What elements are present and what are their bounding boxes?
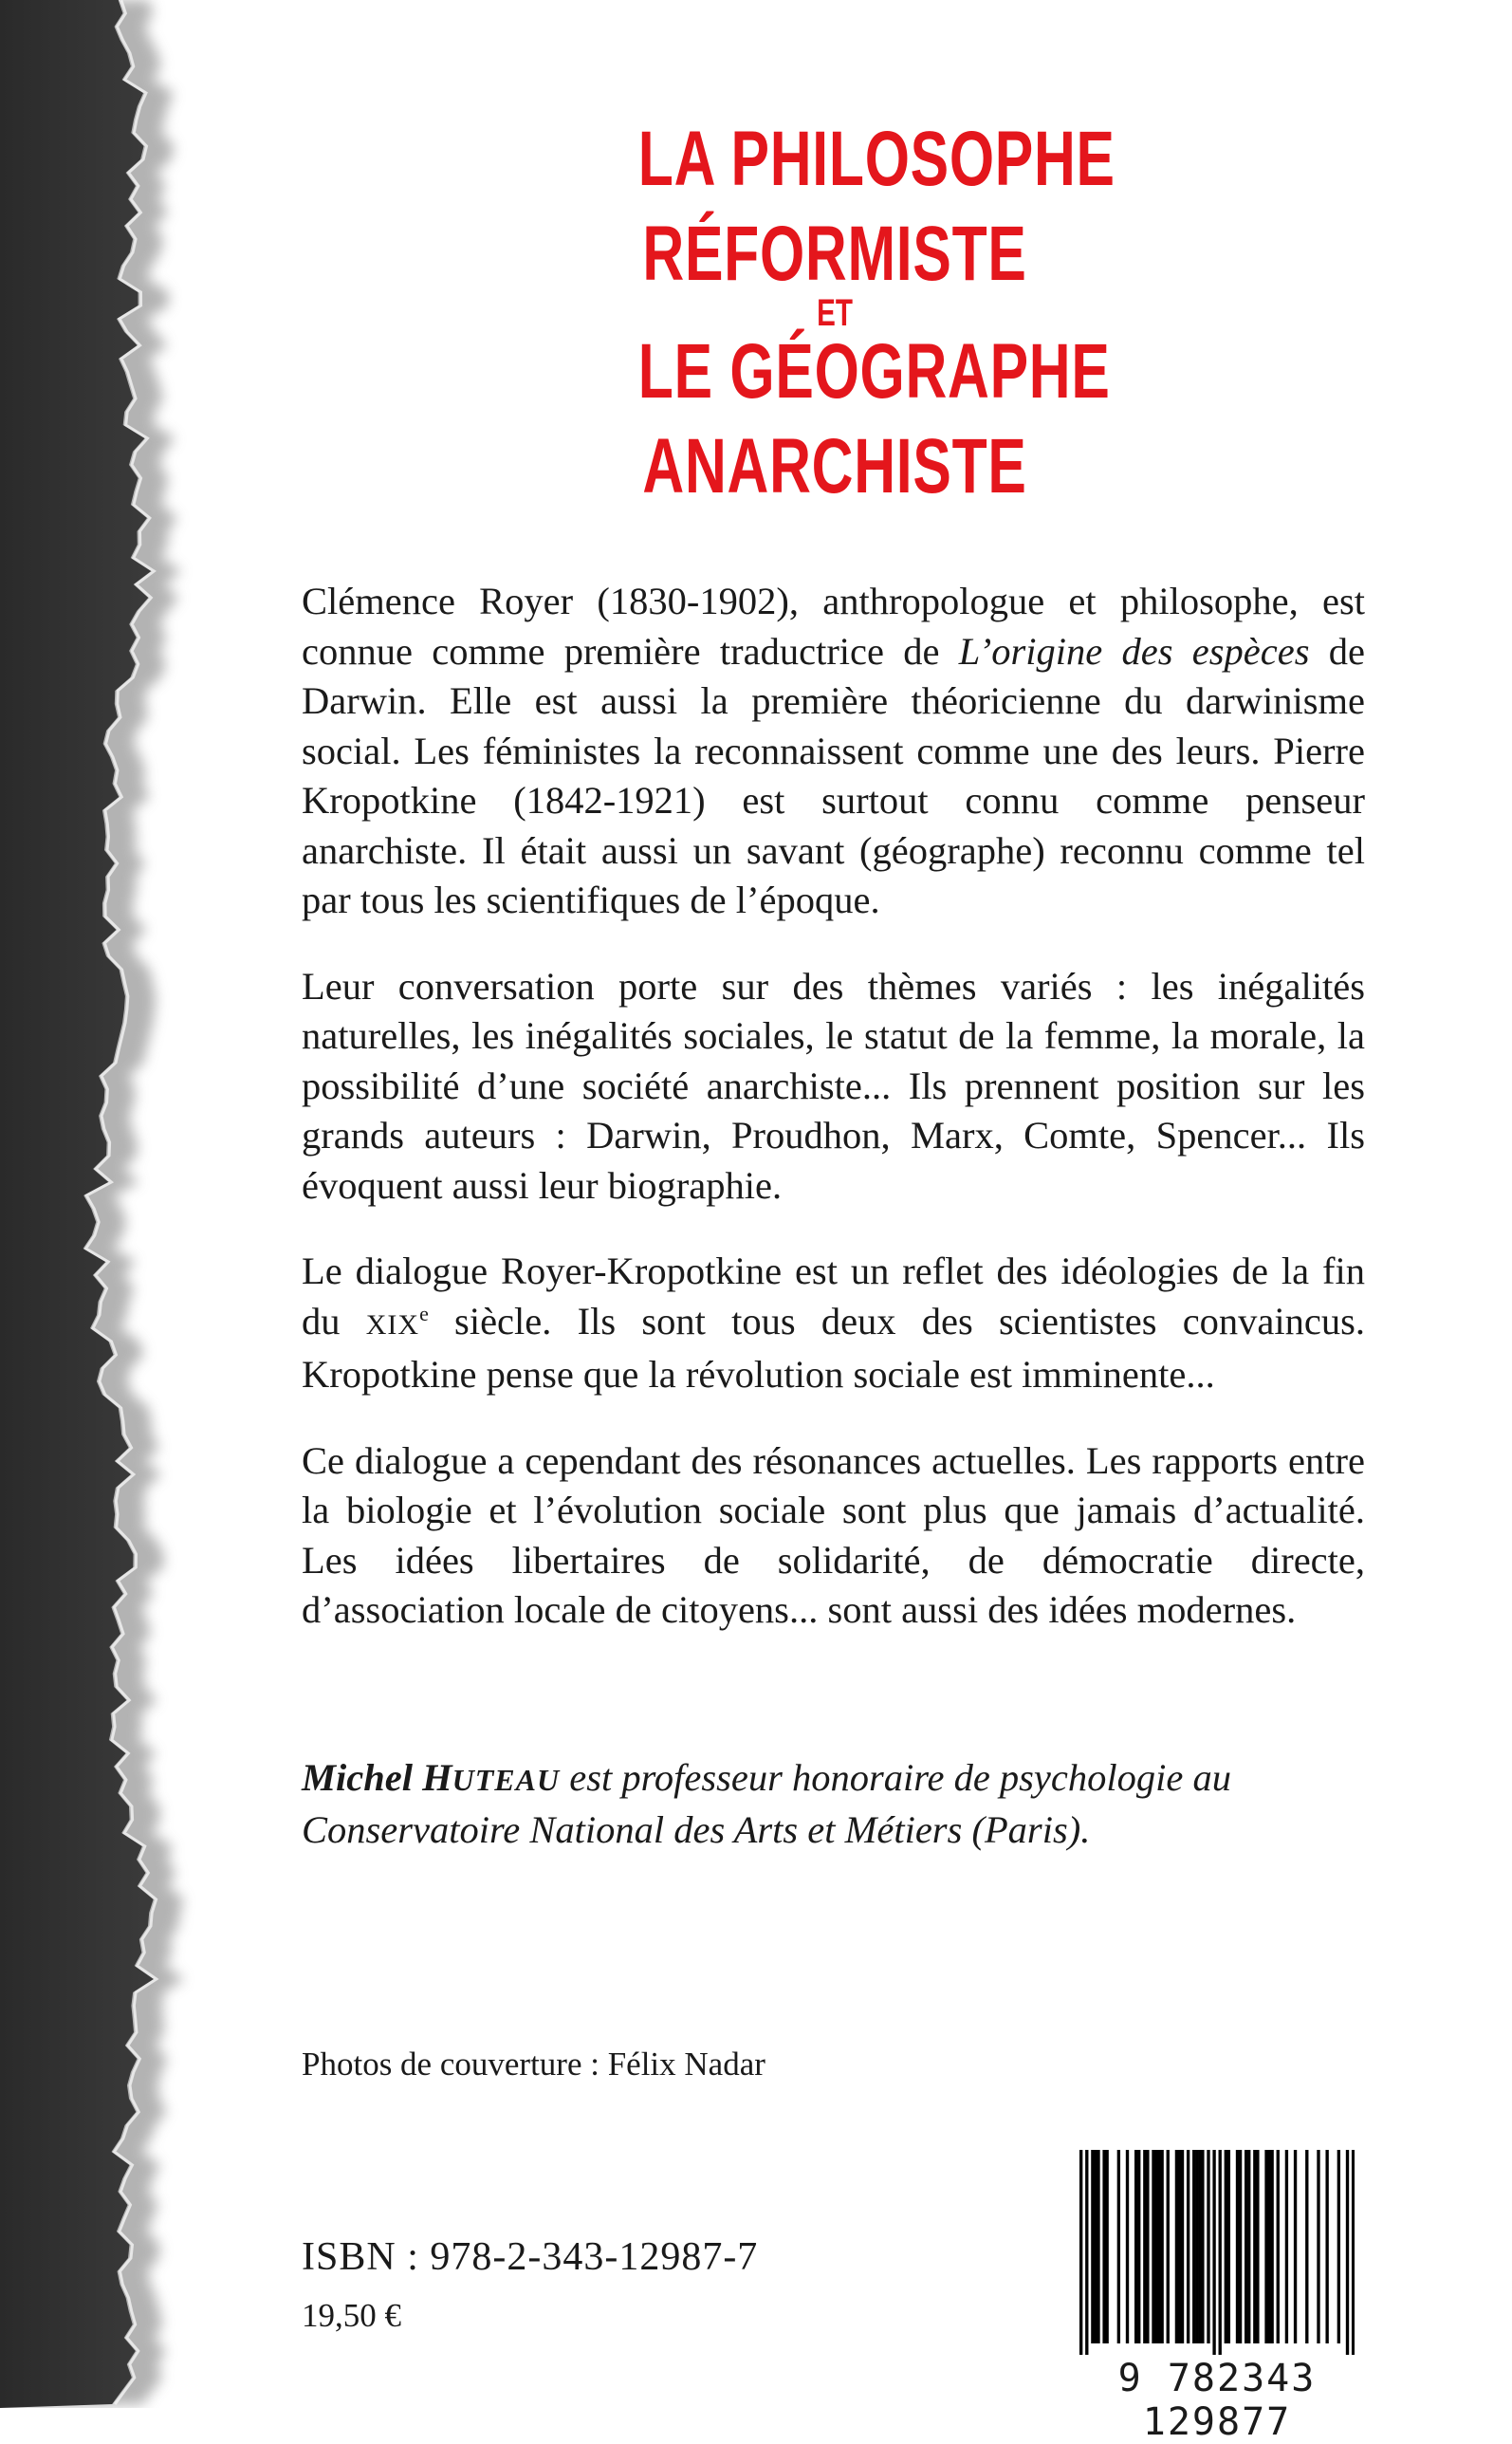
barcode-bar: [1212, 2150, 1215, 2355]
barcode-bar: [1352, 2150, 1355, 2355]
barcode-bar: [1094, 2150, 1097, 2343]
century-numeral: XIX: [365, 1308, 420, 1341]
blurb-paragraph-2: Leur conversation porte sur des thèmes variés : les inégalités naturelles, les inégalités sociales, le statut de la femme, la morale, la possibilité d’une société anarchiste... Ils prennent position sur les grands auteurs : Darwin, Proudhon, Marx, Comte, Spencer... Ils évoquent aussi leur biographie.: [302, 964, 1365, 1207]
barcode-bars: [1079, 2150, 1355, 2355]
barcode-bar: [1160, 2150, 1163, 2343]
title-line-2: RÉFORMISTE: [642, 211, 1027, 297]
author-name: Michel HUTEAU: [302, 1756, 561, 1799]
blurb-paragraph-1: Clémence Royer (1830-1902), anthropologue et philosophe, est connue comme première traductrice de L’origine des espèces de Darwin. Elle est aussi la première théoricienne du darwinisme social. Les féministes la reconnaissent comme une des leurs. Pierre Kropotkine (1842-1921) est surtout connu comme penseur anarchiste. Il était aussi un savant (géographe) reconnu comme tel par tous les scientifiques de l’époque.: [302, 580, 1365, 921]
barcode-bar: [1285, 2150, 1288, 2343]
barcode-bar: [1236, 2150, 1239, 2343]
back-cover-blurb: [302, 577, 1365, 1672]
barcode-bar: [1152, 2150, 1154, 2343]
barcode-bar: [1181, 2150, 1184, 2343]
barcode-bar: [1325, 2150, 1328, 2343]
barcode-bar: [1253, 2150, 1256, 2343]
title-line-3: LE GÉOGRAPHE: [637, 328, 1111, 415]
torn-paper-edge: [0, 0, 285, 2408]
barcode-bar: [1091, 2150, 1094, 2343]
barcode-bar: [1143, 2150, 1146, 2343]
barcode-bar: [1178, 2150, 1181, 2343]
barcode: [1070, 2146, 1364, 2444]
barcode-bar: [1294, 2150, 1297, 2343]
barcode-bar: [1126, 2150, 1129, 2343]
blurb-paragraph-4: Ce dialogue a cependant des résonances actuelles. Les rapports entre la biologie et l’évolution sociale sont plus que jamais d’actualité. Les idées libertaires de solidarité, de démocratie directe, d’association locale de citoyens... sont aussi des idées modernes.: [302, 1438, 1365, 1631]
barcode-bar: [1227, 2150, 1230, 2343]
barcode-bar: [1187, 2150, 1189, 2343]
barcode-bar: [1192, 2150, 1195, 2343]
barcode-bar: [1157, 2150, 1160, 2343]
barcode-bar: [1167, 2150, 1170, 2343]
book-reference: L’origine des espèces: [958, 629, 1310, 673]
barcode-bar: [1097, 2150, 1099, 2343]
barcode-bar: [1201, 2150, 1204, 2343]
barcode-bar: [1245, 2150, 1247, 2343]
barcode-bar: [1134, 2150, 1137, 2343]
barcode-bar: [1198, 2150, 1201, 2343]
barcode-bar: [1154, 2150, 1157, 2343]
barcode-bar: [1079, 2150, 1082, 2355]
author-bio: Michel HUTEAU est professeur honoraire de psychologie au Conservatoire National des Arts et Métiers (Paris).: [302, 1756, 1231, 1851]
barcode-bar: [1267, 2150, 1270, 2343]
barcode-bar: [1219, 2150, 1222, 2355]
blurb-paragraph-3: Le dialogue Royer-Kropotkine est un reflet des idéologies de la fin du XIXe siècle. Ils sont tous deux des scientistes convaincus. Kropotkine pense que la révolution sociale est imminente...: [302, 1250, 1366, 1396]
barcode-bar: [1146, 2150, 1149, 2343]
barcode-bar: [1085, 2150, 1088, 2355]
barcode-bar: [1270, 2150, 1273, 2343]
barcode-bar: [1277, 2150, 1280, 2343]
barcode-bar: [1239, 2150, 1242, 2343]
barcode-bar: [1137, 2150, 1140, 2343]
barcode-bar: [1264, 2150, 1267, 2343]
barcode-bar: [1195, 2150, 1198, 2343]
price: 19,50 €: [302, 2297, 401, 2334]
barcode-bar: [1337, 2150, 1340, 2343]
barcode-bar: [1225, 2150, 1227, 2343]
barcode-bar: [1305, 2150, 1308, 2343]
title-connector: ET: [817, 292, 853, 334]
title-line-4: ANARCHISTE: [642, 423, 1027, 509]
barcode-bar: [1105, 2150, 1108, 2343]
barcode-bar: [1346, 2150, 1349, 2355]
barcode-bar: [1247, 2150, 1250, 2343]
photo-credits: Photos de couverture : Félix Nadar: [302, 2046, 765, 2083]
barcode-bar: [1117, 2150, 1120, 2343]
isbn: ISBN : 978-2-343-12987-7: [302, 2235, 759, 2279]
barcode-bar: [1317, 2150, 1319, 2343]
barcode-bar: [1175, 2150, 1178, 2343]
barcode-bar: [1102, 2150, 1105, 2343]
title-line-1: LA PHILOSOPHE: [637, 116, 1116, 202]
book-title: [569, 112, 1116, 514]
barcode-bar: [1256, 2150, 1259, 2343]
barcode-digits: 9 782343 129877: [1117, 2357, 1317, 2444]
barcode-bar: [1207, 2150, 1209, 2343]
